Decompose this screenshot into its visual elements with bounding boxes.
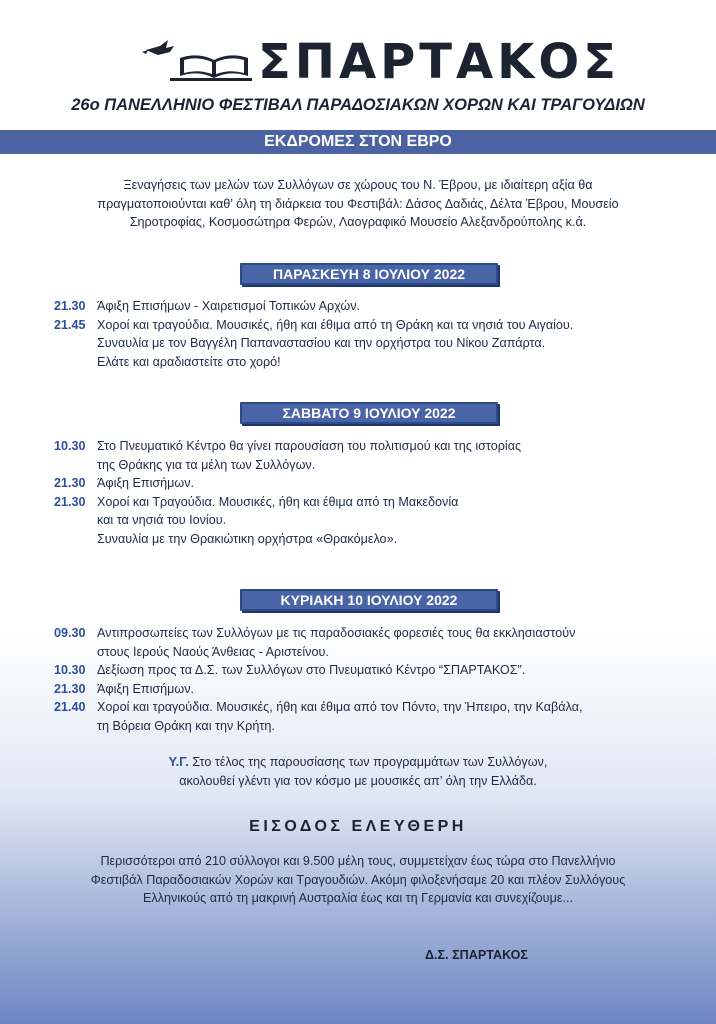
event-line: Άφιξη Επισήμων. — [97, 681, 195, 696]
event-text — [97, 661, 694, 680]
event-text — [97, 624, 694, 661]
event-text — [97, 437, 694, 474]
event-time: 21.30 — [54, 476, 86, 491]
intro-line: Ξεναγήσεις των μελών των Συλλόγων σε χώρους του Ν. Έβρου, με ιδιαίτερη αξία θα — [123, 178, 593, 192]
event-line: Χοροί και τραγούδια. Μουσικές, ήθη και έθιμα από τον Πόντο, την Ήπειρο, την Καβάλα, — [97, 700, 583, 715]
event-line: Συναυλία με την Θρακιώτικη ορχήστρα «Θρακόμελο». — [97, 531, 398, 546]
note-label: Υ.Γ. — [168, 755, 189, 769]
outro-line: Περισσότεροι από 210 σύλλογοι και 9.500 μέλη τους, συμμετείχαν έως τώρα στο Πανελλήνιο — [100, 854, 616, 868]
event-time: 21.30 — [54, 494, 86, 509]
event-time: 10.30 — [54, 663, 86, 678]
event-line: Στο Πνευματικό Κέντρο θα γίνει παρουσίαση του πολιτισμού και της ιστορίας — [97, 439, 522, 453]
event-time: 10.30 — [54, 439, 86, 453]
event-time: 21.40 — [54, 700, 86, 715]
schedule-sunday — [54, 624, 694, 736]
postscript-note — [100, 753, 616, 790]
dove-and-open-book-icon — [140, 38, 252, 84]
event-line: της Θράκης για τα μέλη των Συλλόγων. — [97, 457, 316, 472]
event-line: Άφιξη Επισήμων. — [97, 476, 195, 491]
outro-paragraph — [50, 852, 666, 908]
schedule-row — [54, 297, 694, 316]
event-text — [97, 698, 694, 735]
event-text — [97, 297, 694, 316]
schedule-row — [54, 316, 694, 372]
event-line: Συναυλία με τον Βαγγέλη Παπαναστασίου και την ορχήστρα του Νίκου Ζαπάρτα. — [97, 336, 546, 351]
event-line: Χοροί και Τραγούδια. Μουσικές, ήθη και έθιμα από τη Μακεδονία — [97, 494, 459, 509]
day-heading-sunday: ΚΥΡΙΑΚΗ 10 ΙΟΥΛΙΟΥ 2022 — [240, 589, 498, 611]
schedule-row — [54, 474, 694, 493]
event-text — [97, 493, 694, 549]
header — [0, 34, 716, 90]
event-line: Άφιξη Επισήμων - Χαιρετισμοί Τοπικών Αρχών. — [97, 299, 361, 313]
schedule-row — [54, 698, 694, 735]
note-first-line — [100, 753, 616, 772]
outro-line: Ελληνικούς από τη μακρινή Αυστραλία έως και τη Γερμανία και συνεχίζουμε... — [143, 891, 573, 906]
day-heading-saturday: ΣΑΒΒΑΤΟ 9 ΙΟΥΛΙΟΥ 2022 — [240, 402, 498, 424]
free-entry-heading: ΕΙΣΟΔΟΣ ΕΛΕΥΘΕΡΗ — [249, 818, 467, 835]
day-heading-friday: ΠΑΡΑΣΚΕΥΗ 8 ΙΟΥΛΙΟΥ 2022 — [240, 263, 498, 285]
event-time: 21.30 — [54, 299, 86, 313]
schedule-row — [54, 493, 694, 549]
schedule-row — [54, 661, 694, 680]
brand-name: ΣΠΑΡΤΑΚΟΣ — [258, 34, 620, 90]
schedule-row — [54, 624, 694, 661]
event-line: τη Βόρεια Θράκη και την Κρήτη. — [97, 718, 275, 733]
schedule-row — [54, 437, 694, 474]
event-time: 09.30 — [54, 626, 86, 640]
outro-line: Φεστιβάλ Παραδοσιακών Χορών και Τραγουδιών. Ακόμη φιλοξενήσαμε 20 και πλέον Συλλόγους — [90, 872, 626, 887]
signature: Δ.Σ. ΣΠΑΡΤΑΚΟΣ — [425, 948, 528, 962]
event-line: Χοροί και τραγούδια. Μουσικές, ήθη και έθιμα από τη Θράκη και τα νησιά του Αιγαίου. — [97, 317, 574, 332]
event-line: Δεξίωση προς τα Δ.Σ. των Συλλόγων στο Πνευματικό Κέντρο “ΣΠΑΡΤΑΚΟΣ”. — [97, 663, 526, 678]
schedule-saturday — [54, 437, 694, 549]
festival-subtitle: 26ο ΠΑΝΕΛΛΗΝΙΟ ΦΕΣΤΙΒΑΛ ΠΑΡΑΔΟΣΙΑΚΩΝ ΧΟΡΩΝ ΚΑΙ ΤΡΑΓΟΥΔΙΩΝ — [71, 96, 645, 114]
event-time: 21.30 — [54, 681, 86, 696]
event-line: στους Ιερούς Ναούς Άνθειας - Αριστείνου. — [97, 644, 329, 659]
section-title: ΕΚΔΡΟΜΕΣ ΣΤΟΝ ΕΒΡΟ — [0, 130, 716, 154]
event-text — [97, 680, 694, 699]
intro-paragraph — [80, 176, 636, 232]
event-text — [97, 474, 694, 493]
intro-line: πραγματοποιούνται καθ’ όλη τη διάρκεια του Φεστιβάλ: Δάσος Δαδιάς, Δέλτα Έβρου, Μουσείο — [97, 196, 619, 211]
note-line: Στο τέλος της παρουσίασης των προγραμμάτων των Συλλόγων, — [188, 755, 548, 769]
schedule-row — [54, 680, 694, 699]
event-line: Αντιπροσωπείες των Συλλόγων με τις παραδοσιακές φορεσιές τους θα εκκλησιαστούν — [97, 626, 576, 640]
note-line: ακολουθεί γλέντι για τον κόσμο με μουσικές απ’ όλη την Ελλάδα. — [179, 773, 537, 788]
event-text — [97, 316, 694, 372]
intro-line: Σηροτροφίας, Κοσμοσώτηρα Φερών, Λαογραφικό Μουσείο Αλεξανδρούπολης κ.ά. — [129, 215, 587, 229]
event-time: 21.45 — [54, 317, 86, 332]
event-line: και τα νησιά του Ιονίου. — [97, 513, 227, 528]
event-line: Ελάτε και αραδιαστείτε στο χορό! — [97, 354, 281, 369]
schedule-friday — [54, 297, 694, 371]
